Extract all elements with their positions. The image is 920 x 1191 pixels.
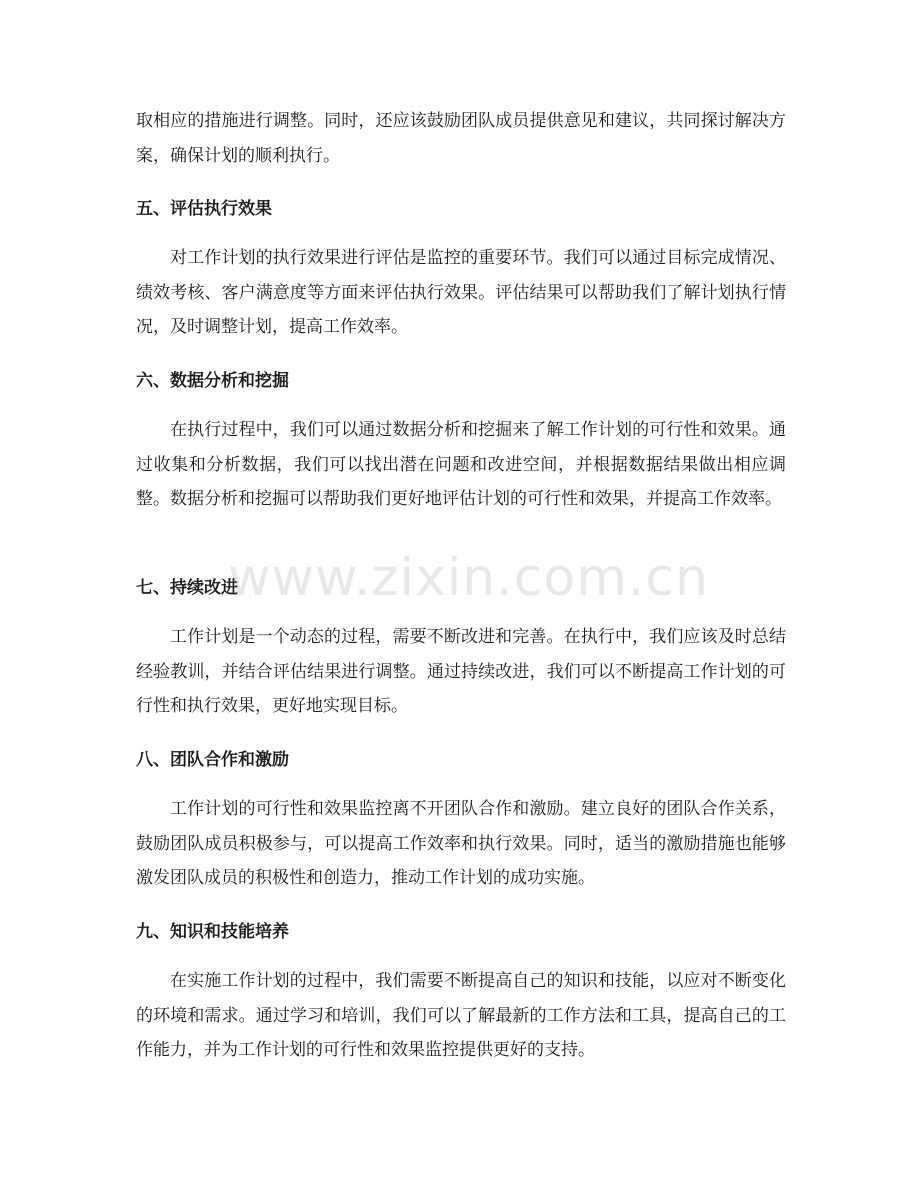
section-heading: 六、数据分析和挖掘 <box>136 371 289 391</box>
section-body-7 <box>136 620 786 724</box>
continuation-paragraph: 取相应的措施进行调整。同时，还应该鼓励团队成员提供意见和建议，共同探讨解决方案，确保计划的顺利执行。 <box>136 111 786 166</box>
section-heading: 八、团队合作和激励 <box>136 750 289 770</box>
section-body-6 <box>136 413 786 517</box>
section-heading-9 <box>136 920 786 944</box>
section-body-5 <box>136 241 786 345</box>
section-body-9 <box>136 964 786 1068</box>
section-heading-5 <box>136 197 786 221</box>
continuation-block <box>136 104 786 173</box>
section-heading-6 <box>136 369 786 393</box>
section-body-8 <box>136 792 786 896</box>
section-paragraph: 在实施工作计划的过程中，我们需要不断提高自己的知识和技能，以应对不断变化的环境和需求。通过学习和培训，我们可以了解最新的工作方法和工具，提高自己的工作能力，并为工作计划的可行性和效果监控提供更好的支持。 <box>136 971 786 1060</box>
section-heading-7 <box>136 576 786 600</box>
section-heading: 五、评估执行效果 <box>136 199 272 219</box>
section-paragraph: 工作计划的可行性和效果监控离不开团队合作和激励。建立良好的团队合作关系，鼓励团队成员积极参与，可以提高工作效率和执行效果。同时，适当的激励措施也能够激发团队成员的积极性和创造力，推动工作计划的成功实施。 <box>136 799 786 888</box>
watermark-text: www.zixin.com.cn <box>228 548 709 608</box>
section-heading: 七、持续改进 <box>136 578 238 598</box>
section-paragraph: 在执行过程中，我们可以通过数据分析和挖掘来了解工作计划的可行性和效果。通过收集和分析数据，我们可以找出潜在问题和改进空间，并根据数据结果做出相应调整。数据分析和挖掘可以帮助我们更好地评估计划的可行性和效果，并提高工作效率。 <box>136 420 786 509</box>
section-heading-8 <box>136 748 786 772</box>
section-paragraph: 对工作计划的执行效果进行评估是监控的重要环节。我们可以通过目标完成情况、绩效考核、客户满意度等方面来评估执行效果。评估结果可以帮助我们了解计划执行情况，及时调整计划，提高工作效率。 <box>136 248 786 337</box>
section-heading: 九、知识和技能培养 <box>136 922 289 942</box>
section-paragraph: 工作计划是一个动态的过程，需要不断改进和完善。在执行中，我们应该及时总结经验教训，并结合评估结果进行调整。通过持续改进，我们可以不断提高工作计划的可行性和执行效果，更好地实现目标。 <box>136 627 786 716</box>
